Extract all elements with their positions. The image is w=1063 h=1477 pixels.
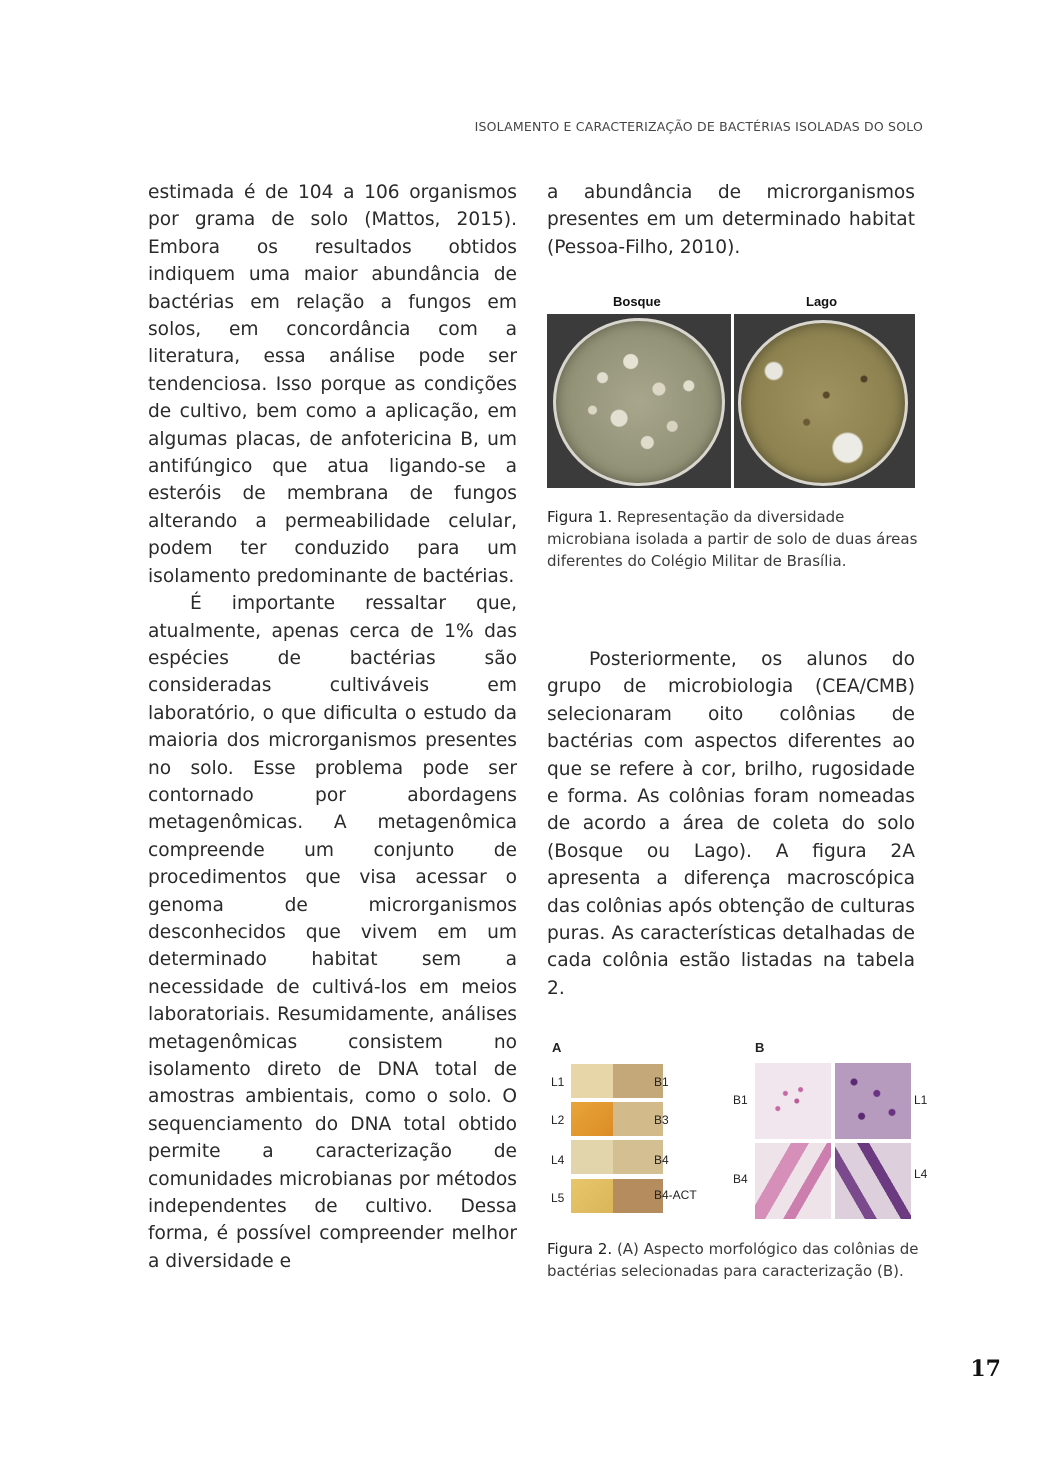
figure-1-label-bosque: Bosque: [613, 294, 661, 309]
right-column-top: [547, 179, 915, 261]
figure-1-caption-text: Representação da diversidade microbiana isolada a partir de solo de duas áreas diferentes do Colégio Militar de Brasília.: [547, 508, 918, 570]
right-column-mid: [547, 646, 915, 1002]
figure-1-panel-bosque: [547, 314, 731, 488]
left-paragraph-1: estimada é de 104 a 106 organismos por grama de solo (Mattos, 2015). Embora os resultados obtidos indiquem uma maior abundância de bactérias em relação a fungos em solos, em concordância com a literatura, essa análise pode ser tendenciosa. Isso porque as condições de cultivo, bem como a aplicação, em algumas placas, de anfotericina B, um antifúngico que atua ligando-se a esteróis de membrana de fungos alterando a permeabilidade celular, podem ter conduzido para um isolamento predominante de bactérias.: [148, 182, 517, 587]
figure-1-caption-label: Figura 1.: [547, 508, 613, 526]
figure-2-b-label-b1: B1: [733, 1093, 748, 1107]
figure-2-b-label-b4: B4: [733, 1172, 748, 1186]
figure-2: [547, 1036, 928, 1222]
left-column: [148, 179, 517, 1275]
figure-2-label-l1: L1: [551, 1075, 565, 1089]
page-number: 17: [970, 1356, 1001, 1382]
figure-2-b-label-l4: L4: [914, 1167, 928, 1181]
running-header: ISOLAMENTO E CARACTERIZAÇÃO DE BACTÉRIAS ISOLADAS DO SOLO: [474, 119, 923, 134]
figure-2-label-l2: L2: [551, 1113, 565, 1127]
micrograph-b4: [755, 1143, 831, 1219]
micrograph-b1: [755, 1063, 831, 1139]
figure-2-label-l4: L4: [551, 1153, 565, 1167]
figure-2-b-label-l1: L1: [914, 1093, 928, 1107]
petri-dish-bosque: [553, 318, 725, 486]
right-paragraph-mid: Posteriormente, os alunos do grupo de microbiologia (CEA/CMB) selecionaram oito colônias de bactérias com aspectos diferentes ao que se refere à cor, brilho, rugosidade e forma. As colônias foram nomeadas de acordo a área de coleta do solo (Bosque ou Lago). A figura 2A apresenta a diferença macroscópica das colônias após obtenção de culturas puras. As características detalhadas de cada colônia estão listadas na tabela 2.: [547, 649, 915, 999]
figure-1-panel-lago: [734, 314, 915, 488]
figure-1: [547, 292, 915, 488]
figure-2-caption-text: (A) Aspecto morfológico das colônias de bactérias selecionadas para caracterização (B).: [547, 1240, 919, 1280]
figure-1-label-lago: Lago: [806, 294, 838, 309]
figure-2-label-b4-act: B4-ACT: [654, 1188, 697, 1202]
figure-2-panel-b-label: B: [755, 1040, 765, 1055]
left-paragraph-2: É importante ressaltar que, atualmente, apenas cerca de 1% das espécies de bactérias são consideradas cultiváveis em laboratório, o que dificulta o estudo da maioria dos microrganismos presentes no solo. Esse problema pode ser contornado por abordagens metagenômicas. A metagenômica compreende um conjunto de procedimentos que visa acessar o genoma de microrganismos desconhecidos que vivem em um determinado habitat sem a necessidade de cultivá-los em meios laboratoriais. Resumidamente, análises metagenômicas consistem no isolamento direto de DNA total de amostras ambientais, como o solo. O sequenciamento do DNA total obtido permite a caracterização de comunidades microbianas por métodos independentes de cultivo. Dessa forma, é possível compreender melhor a diversidade e: [148, 593, 517, 1272]
micrograph-l4: [835, 1143, 911, 1219]
micrograph-l1: [835, 1063, 911, 1139]
figure-2-label-l5: L5: [551, 1191, 565, 1205]
figure-2-caption: [547, 1238, 919, 1282]
figure-2-panel-a-label: A: [552, 1040, 562, 1055]
figure-2-label-b3: B3: [654, 1113, 669, 1127]
figure-2-label-b4: B4: [654, 1153, 669, 1167]
petri-dish-lago: [738, 320, 908, 486]
figure-1-caption: [547, 506, 919, 572]
figure-2-caption-label: Figura 2.: [547, 1240, 613, 1258]
figure-2-label-b1: B1: [654, 1075, 669, 1089]
right-paragraph-top: a abundância de microrganismos presentes em um determinado habitat (Pessoa-Filho, 2010).: [547, 182, 915, 258]
